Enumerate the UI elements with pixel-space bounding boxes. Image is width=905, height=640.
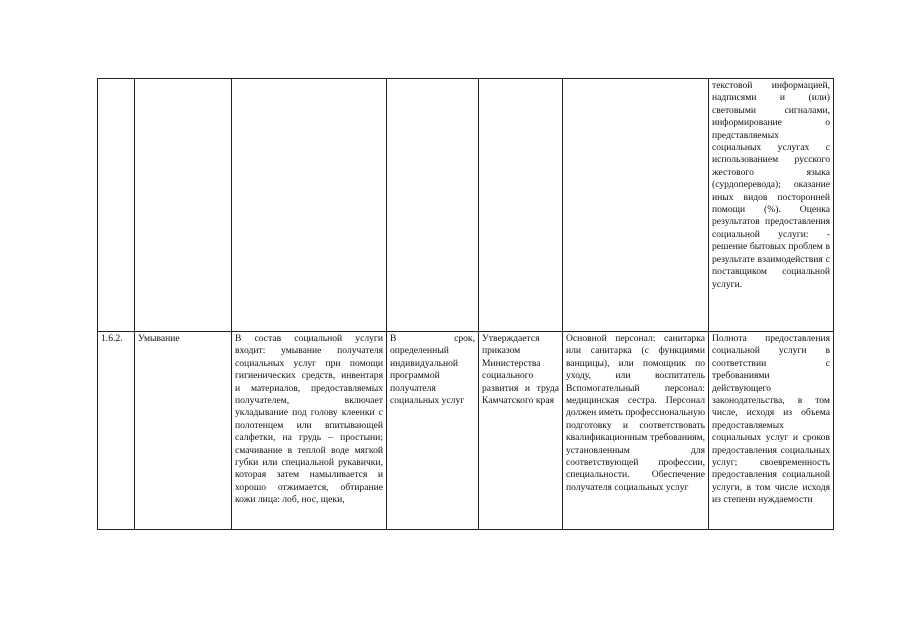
service-quality: Полнота предоставления социальной услуги в соответствии с требованиями действующего законодательства, в том числе, исходя из объема предоставляемых социальных услуг и сроков предоставления социальных услуг; своевременность предоставления социальной услуги, в том числе исходя из степени нуждаемости bbox=[712, 333, 830, 506]
table-row bbox=[98, 79, 834, 332]
cell-staff-empty bbox=[563, 79, 709, 332]
cell-name-empty bbox=[135, 79, 232, 332]
cell-deadline bbox=[387, 332, 479, 530]
cell-deadline-empty bbox=[387, 79, 479, 332]
cell-name bbox=[135, 332, 232, 530]
cell-staff bbox=[563, 332, 709, 530]
service-tariff: Утверждается приказом Министерства социального развития и труда Камчатского края bbox=[482, 333, 559, 407]
service-description: В состав социальной услуги входит: умывание получателя социальных услуг при помощи гигиенических средств, инвентаря и материалов, предоставляемых получателем, включает укладывание под голову клеенки с полотенцем или впитывающей салфетки, на грудь – простыни; смачивание в теплой воде мягкой губки или специальной рукавички, которая затем намыливается и хорошо отжимается, обтирание кожи лица: лоб, нос, щеки, bbox=[235, 333, 383, 506]
cell-description bbox=[232, 332, 387, 530]
cell-tariff-empty bbox=[479, 79, 563, 332]
cell-description-empty bbox=[232, 79, 387, 332]
cell-tariff bbox=[479, 332, 563, 530]
requirements-text: текстовой информацией, надписями и (или) световыми сигналами, информирование о представляемых социальных услугах с использованием русского жестового языка (сурдоперевода); оказание иных видов посторонней помощи (%). Оценка результатов предоставления социальной услуги: - решение бытовых проблем в результате взаимодействия с поставщиком социальной услуги. bbox=[712, 80, 830, 290]
service-staff: Основной персонал: санитарка или санитарка (с функциями ванщицы), или помощник по уходу, или воспитатель Вспомогательный персонал: медицинская сестра. Персонал должен иметь профессиональную подготовку и соответствовать квалификационным требованиям, установленным для соответствующей профессии, специальности. Обеспечение получателя социальных услуг bbox=[566, 333, 705, 493]
service-number: 1.6.2. bbox=[101, 333, 123, 344]
cell-requirements-continuation bbox=[709, 79, 834, 332]
cell-number bbox=[98, 332, 135, 530]
cell-quality bbox=[709, 332, 834, 530]
cell-number-empty bbox=[98, 79, 135, 332]
table-row bbox=[98, 332, 834, 530]
services-table bbox=[97, 78, 834, 530]
service-name: Умывание bbox=[138, 333, 180, 344]
service-deadline: В срок, определенный индивидуальной программой получателя социальных услуг bbox=[390, 333, 475, 407]
